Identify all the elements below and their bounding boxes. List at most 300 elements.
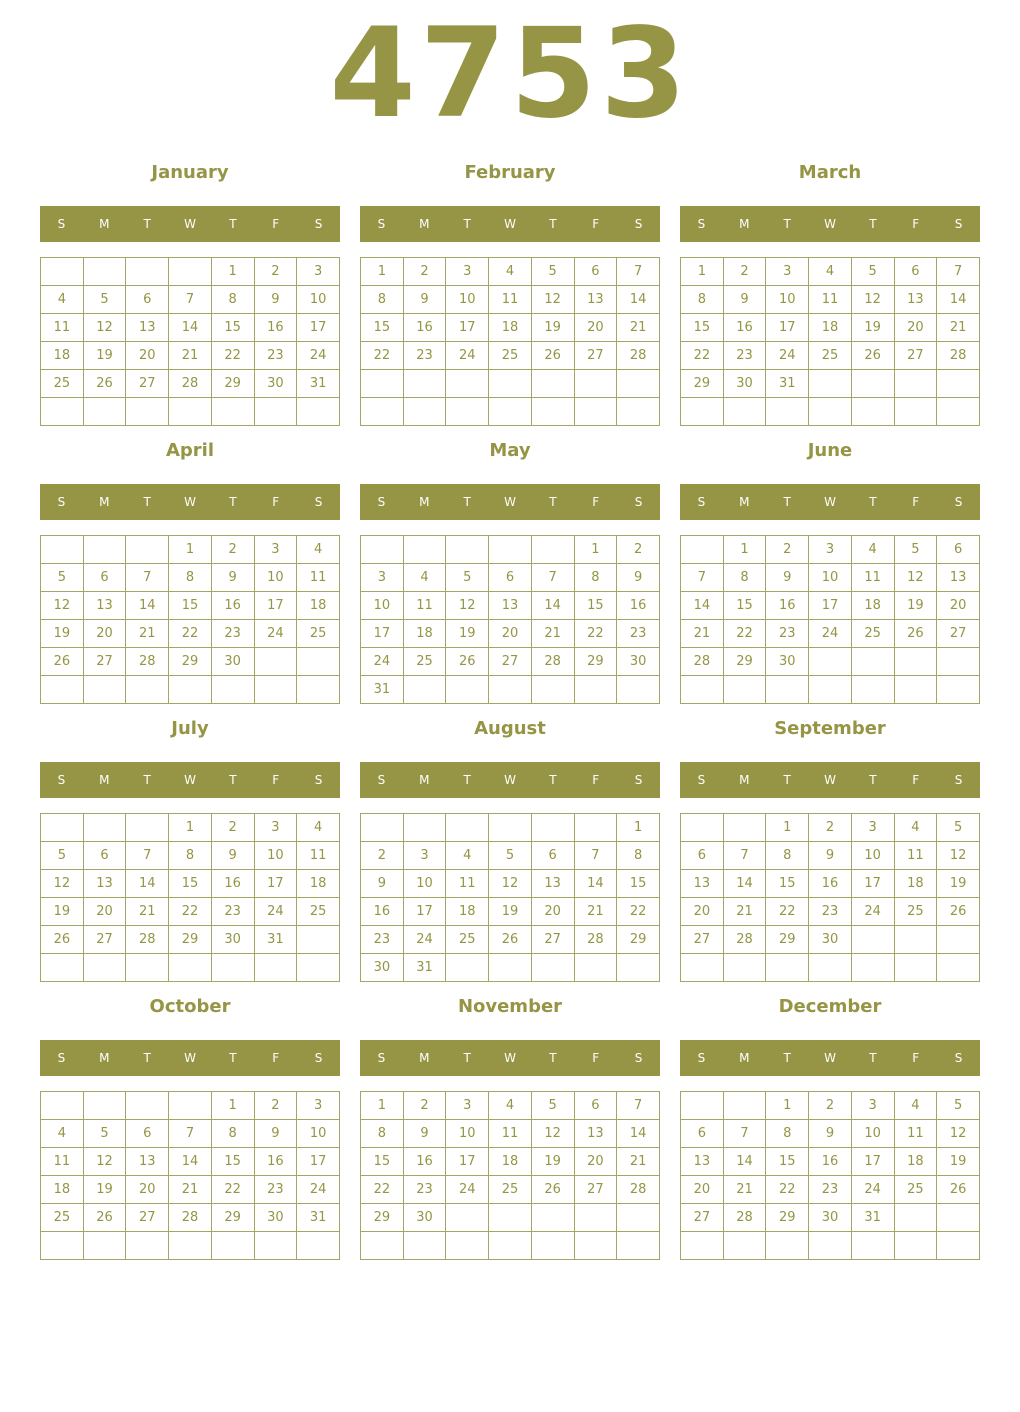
day-cell: 26 (83, 370, 126, 398)
empty-day-cell (489, 1232, 532, 1260)
day-cell: 20 (574, 1148, 617, 1176)
empty-day-cell (254, 954, 297, 982)
day-cell: 1 (766, 1092, 809, 1120)
day-cell: 25 (489, 1176, 532, 1204)
empty-day-cell (211, 676, 254, 704)
empty-day-cell (83, 676, 126, 704)
week-row (681, 1176, 980, 1204)
week-row (41, 648, 340, 676)
day-cell: 22 (766, 898, 809, 926)
empty-day-cell (766, 954, 809, 982)
empty-day-cell (894, 1232, 937, 1260)
empty-day-cell (126, 676, 169, 704)
day-cell: 21 (723, 1176, 766, 1204)
day-cell: 28 (169, 370, 212, 398)
empty-day-cell (41, 398, 84, 426)
week-row (681, 370, 980, 398)
empty-day-cell (361, 814, 404, 842)
weekday-label: S (377, 773, 386, 787)
day-cell: 3 (446, 1092, 489, 1120)
day-cell: 11 (489, 1120, 532, 1148)
day-cell: 6 (574, 258, 617, 286)
day-cell: 8 (361, 286, 404, 314)
day-cell: 17 (403, 898, 446, 926)
day-cell: 17 (297, 314, 340, 342)
week-row (681, 1120, 980, 1148)
empty-day-cell (809, 676, 852, 704)
day-cell: 23 (403, 342, 446, 370)
day-cell: 14 (723, 870, 766, 898)
day-cell: 20 (126, 1176, 169, 1204)
day-cell: 14 (723, 1148, 766, 1176)
day-cell: 15 (617, 870, 660, 898)
day-cell: 26 (894, 620, 937, 648)
day-cell: 15 (723, 592, 766, 620)
week-row (361, 314, 660, 342)
empty-day-cell (446, 370, 489, 398)
day-cell: 24 (254, 620, 297, 648)
empty-day-cell (489, 676, 532, 704)
weekday-header (40, 1040, 340, 1076)
day-cell: 30 (211, 926, 254, 954)
empty-day-cell (446, 814, 489, 842)
weekday-header (40, 206, 340, 242)
day-cell: 5 (851, 258, 894, 286)
day-cell: 10 (254, 842, 297, 870)
day-cell: 10 (809, 564, 852, 592)
day-cell: 20 (83, 620, 126, 648)
day-cell: 21 (723, 898, 766, 926)
weekday-label: M (419, 495, 430, 509)
day-cell: 22 (361, 342, 404, 370)
empty-day-cell (126, 814, 169, 842)
day-cell: 20 (574, 314, 617, 342)
weekday-label: W (504, 773, 516, 787)
day-cell: 3 (361, 564, 404, 592)
week-row (681, 342, 980, 370)
day-cell: 26 (851, 342, 894, 370)
day-cell: 12 (531, 286, 574, 314)
day-cell: 30 (723, 370, 766, 398)
day-cell: 19 (83, 342, 126, 370)
empty-day-cell (574, 814, 617, 842)
empty-day-cell (894, 370, 937, 398)
day-cell: 17 (446, 1148, 489, 1176)
day-cell: 8 (574, 564, 617, 592)
day-cell: 12 (41, 870, 84, 898)
empty-day-cell (169, 398, 212, 426)
weekday-label: M (419, 217, 430, 231)
weekday-label: M (739, 495, 750, 509)
weekday-label: W (184, 217, 196, 231)
day-cell: 22 (169, 898, 212, 926)
day-cell: 4 (446, 842, 489, 870)
week-row (361, 398, 660, 426)
week-row (41, 926, 340, 954)
day-cell: 13 (681, 1148, 724, 1176)
weekday-label: S (697, 495, 706, 509)
day-cell: 3 (297, 258, 340, 286)
day-cell: 1 (361, 1092, 404, 1120)
week-row (681, 1204, 980, 1232)
week-row (681, 1092, 980, 1120)
day-cell: 11 (894, 1120, 937, 1148)
day-cell: 28 (126, 648, 169, 676)
day-cell: 8 (169, 842, 212, 870)
week-row (41, 814, 340, 842)
month-name: April (165, 440, 215, 461)
day-cell: 30 (361, 954, 404, 982)
weekday-label: F (912, 217, 920, 231)
weekday-label: S (314, 1051, 323, 1065)
day-cell: 2 (723, 258, 766, 286)
empty-day-cell (723, 954, 766, 982)
week-row (41, 870, 340, 898)
day-cell: 9 (809, 1120, 852, 1148)
day-cell: 24 (361, 648, 404, 676)
day-cell: 15 (574, 592, 617, 620)
weekday-label: F (592, 495, 600, 509)
day-cell: 9 (766, 564, 809, 592)
day-cell: 21 (617, 314, 660, 342)
empty-day-cell (937, 1232, 980, 1260)
empty-day-cell (41, 676, 84, 704)
empty-day-cell (531, 1204, 574, 1232)
weekday-label: S (634, 217, 643, 231)
month-name: August (474, 718, 546, 739)
day-cell: 3 (851, 814, 894, 842)
day-cell: 28 (617, 1176, 660, 1204)
day-cell: 9 (809, 842, 852, 870)
day-grid (680, 535, 980, 704)
day-cell: 26 (937, 898, 980, 926)
day-cell: 26 (531, 342, 574, 370)
empty-day-cell (809, 370, 852, 398)
empty-day-cell (681, 954, 724, 982)
day-cell: 3 (809, 536, 852, 564)
day-cell: 30 (809, 926, 852, 954)
week-row (41, 1148, 340, 1176)
weekday-label: T (229, 495, 237, 509)
day-cell: 24 (446, 342, 489, 370)
day-grid (680, 813, 980, 982)
day-cell: 29 (361, 1204, 404, 1232)
day-cell: 10 (297, 286, 340, 314)
week-row (681, 398, 980, 426)
empty-day-cell (617, 370, 660, 398)
day-grid (680, 257, 980, 426)
day-cell: 6 (531, 842, 574, 870)
day-cell: 1 (361, 258, 404, 286)
weekday-label: T (549, 1051, 557, 1065)
empty-day-cell (937, 954, 980, 982)
empty-day-cell (297, 954, 340, 982)
day-cell: 16 (403, 1148, 446, 1176)
day-cell: 21 (126, 898, 169, 926)
weekday-label: M (99, 1051, 110, 1065)
weekday-label: S (954, 217, 963, 231)
day-cell: 27 (681, 1204, 724, 1232)
week-row (681, 926, 980, 954)
empty-day-cell (766, 676, 809, 704)
week-row (681, 648, 980, 676)
day-cell: 11 (41, 314, 84, 342)
day-cell: 11 (297, 564, 340, 592)
weekday-header (680, 206, 980, 242)
day-cell: 9 (211, 842, 254, 870)
day-cell: 27 (574, 342, 617, 370)
weekday-label: W (504, 495, 516, 509)
day-cell: 4 (851, 536, 894, 564)
week-row (681, 620, 980, 648)
day-cell: 12 (83, 314, 126, 342)
empty-day-cell (297, 398, 340, 426)
empty-day-cell (766, 398, 809, 426)
week-row (681, 954, 980, 982)
day-cell: 6 (83, 564, 126, 592)
day-cell: 8 (681, 286, 724, 314)
day-cell: 4 (297, 536, 340, 564)
week-row (681, 814, 980, 842)
week-row (361, 926, 660, 954)
year-title: 4753 (329, 2, 691, 146)
week-row (361, 536, 660, 564)
week-row (41, 592, 340, 620)
day-cell: 1 (211, 258, 254, 286)
day-cell: 4 (489, 258, 532, 286)
day-cell: 12 (83, 1148, 126, 1176)
empty-day-cell (894, 926, 937, 954)
week-row (361, 842, 660, 870)
empty-day-cell (361, 398, 404, 426)
day-cell: 17 (446, 314, 489, 342)
empty-day-cell (254, 648, 297, 676)
day-cell: 25 (894, 898, 937, 926)
day-cell: 1 (169, 536, 212, 564)
weekday-label: S (697, 217, 706, 231)
day-cell: 10 (403, 870, 446, 898)
day-cell: 17 (851, 870, 894, 898)
day-cell: 12 (851, 286, 894, 314)
day-cell: 31 (403, 954, 446, 982)
day-cell: 18 (41, 342, 84, 370)
day-cell: 8 (361, 1120, 404, 1148)
day-cell: 26 (83, 1204, 126, 1232)
day-cell: 31 (254, 926, 297, 954)
day-cell: 13 (126, 1148, 169, 1176)
weekday-label: S (697, 773, 706, 787)
empty-day-cell (489, 536, 532, 564)
weekday-label: S (377, 495, 386, 509)
weekday-label: T (229, 217, 237, 231)
day-cell: 12 (531, 1120, 574, 1148)
month-name: June (807, 440, 853, 461)
weekday-label: S (377, 217, 386, 231)
day-cell: 18 (489, 1148, 532, 1176)
week-row (361, 676, 660, 704)
empty-day-cell (809, 1232, 852, 1260)
weekday-label: M (99, 217, 110, 231)
day-cell: 16 (254, 1148, 297, 1176)
week-row (681, 1232, 980, 1260)
week-row (681, 536, 980, 564)
week-row (681, 1148, 980, 1176)
day-cell: 23 (809, 1176, 852, 1204)
day-cell: 8 (617, 842, 660, 870)
empty-day-cell (531, 1232, 574, 1260)
weekday-label: T (463, 773, 471, 787)
day-cell: 6 (894, 258, 937, 286)
day-cell: 23 (254, 1176, 297, 1204)
weekday-header (680, 1040, 980, 1076)
empty-day-cell (169, 258, 212, 286)
month-name: January (151, 162, 229, 183)
day-cell: 3 (446, 258, 489, 286)
day-cell: 23 (211, 898, 254, 926)
empty-day-cell (211, 398, 254, 426)
day-cell: 29 (617, 926, 660, 954)
empty-day-cell (126, 398, 169, 426)
day-cell: 27 (574, 1176, 617, 1204)
day-cell: 20 (126, 342, 169, 370)
empty-day-cell (297, 648, 340, 676)
week-row (41, 1232, 340, 1260)
day-cell: 23 (254, 342, 297, 370)
empty-day-cell (41, 814, 84, 842)
empty-day-cell (83, 1232, 126, 1260)
weekday-label: F (912, 495, 920, 509)
weekday-label: M (99, 495, 110, 509)
empty-day-cell (937, 398, 980, 426)
day-cell: 11 (403, 592, 446, 620)
empty-day-cell (937, 1204, 980, 1232)
day-cell: 29 (211, 1204, 254, 1232)
day-cell: 21 (574, 898, 617, 926)
day-cell: 27 (126, 370, 169, 398)
day-cell: 15 (169, 592, 212, 620)
empty-day-cell (723, 1092, 766, 1120)
empty-day-cell (809, 398, 852, 426)
weekday-label: W (824, 773, 836, 787)
weekday-header (360, 484, 660, 520)
day-cell: 26 (446, 648, 489, 676)
day-cell: 22 (361, 1176, 404, 1204)
day-cell: 18 (851, 592, 894, 620)
empty-day-cell (361, 370, 404, 398)
week-row (681, 870, 980, 898)
day-cell: 26 (41, 926, 84, 954)
weekday-label: M (99, 773, 110, 787)
empty-day-cell (126, 536, 169, 564)
empty-day-cell (894, 676, 937, 704)
day-cell: 22 (211, 342, 254, 370)
day-cell: 22 (681, 342, 724, 370)
empty-day-cell (574, 676, 617, 704)
day-cell: 17 (254, 592, 297, 620)
day-cell: 7 (937, 258, 980, 286)
week-row (41, 842, 340, 870)
day-cell: 21 (617, 1148, 660, 1176)
day-cell: 11 (41, 1148, 84, 1176)
day-cell: 8 (211, 286, 254, 314)
day-cell: 7 (531, 564, 574, 592)
day-cell: 19 (531, 314, 574, 342)
empty-day-cell (617, 954, 660, 982)
day-cell: 24 (297, 1176, 340, 1204)
day-cell: 7 (723, 842, 766, 870)
day-cell: 18 (894, 1148, 937, 1176)
day-cell: 22 (723, 620, 766, 648)
day-cell: 13 (126, 314, 169, 342)
day-cell: 5 (489, 842, 532, 870)
day-cell: 12 (489, 870, 532, 898)
empty-day-cell (851, 954, 894, 982)
empty-day-cell (169, 1092, 212, 1120)
empty-day-cell (489, 398, 532, 426)
day-cell: 15 (211, 1148, 254, 1176)
empty-day-cell (403, 398, 446, 426)
day-cell: 29 (169, 648, 212, 676)
month-name: September (774, 718, 886, 739)
day-cell: 27 (894, 342, 937, 370)
day-cell: 7 (723, 1120, 766, 1148)
weekday-label: T (463, 217, 471, 231)
empty-day-cell (681, 1232, 724, 1260)
weekday-label: W (824, 495, 836, 509)
week-row (361, 1232, 660, 1260)
weekday-label: T (549, 217, 557, 231)
empty-day-cell (41, 1092, 84, 1120)
week-row (41, 564, 340, 592)
weekday-header (360, 206, 660, 242)
month-name: November (457, 996, 563, 1017)
empty-day-cell (403, 676, 446, 704)
day-cell: 10 (446, 286, 489, 314)
day-cell: 16 (723, 314, 766, 342)
day-cell: 3 (766, 258, 809, 286)
day-cell: 15 (766, 870, 809, 898)
day-cell: 13 (894, 286, 937, 314)
week-row (361, 870, 660, 898)
empty-day-cell (531, 676, 574, 704)
day-grid (40, 813, 340, 982)
weekday-label: W (184, 495, 196, 509)
empty-day-cell (531, 536, 574, 564)
weekday-label: T (463, 1051, 471, 1065)
day-grid (40, 1091, 340, 1260)
day-cell: 30 (617, 648, 660, 676)
day-grid (360, 535, 660, 704)
week-row (41, 286, 340, 314)
day-cell: 29 (766, 926, 809, 954)
empty-day-cell (574, 398, 617, 426)
day-cell: 10 (361, 592, 404, 620)
day-cell: 24 (446, 1176, 489, 1204)
empty-day-cell (531, 398, 574, 426)
day-cell: 19 (446, 620, 489, 648)
day-cell: 16 (617, 592, 660, 620)
day-cell: 16 (211, 592, 254, 620)
day-cell: 22 (766, 1176, 809, 1204)
day-cell: 19 (937, 870, 980, 898)
day-cell: 5 (41, 842, 84, 870)
day-cell: 7 (169, 286, 212, 314)
weekday-label: W (824, 1051, 836, 1065)
day-cell: 26 (531, 1176, 574, 1204)
weekday-label: T (783, 773, 791, 787)
day-grid (360, 257, 660, 426)
day-cell: 19 (894, 592, 937, 620)
